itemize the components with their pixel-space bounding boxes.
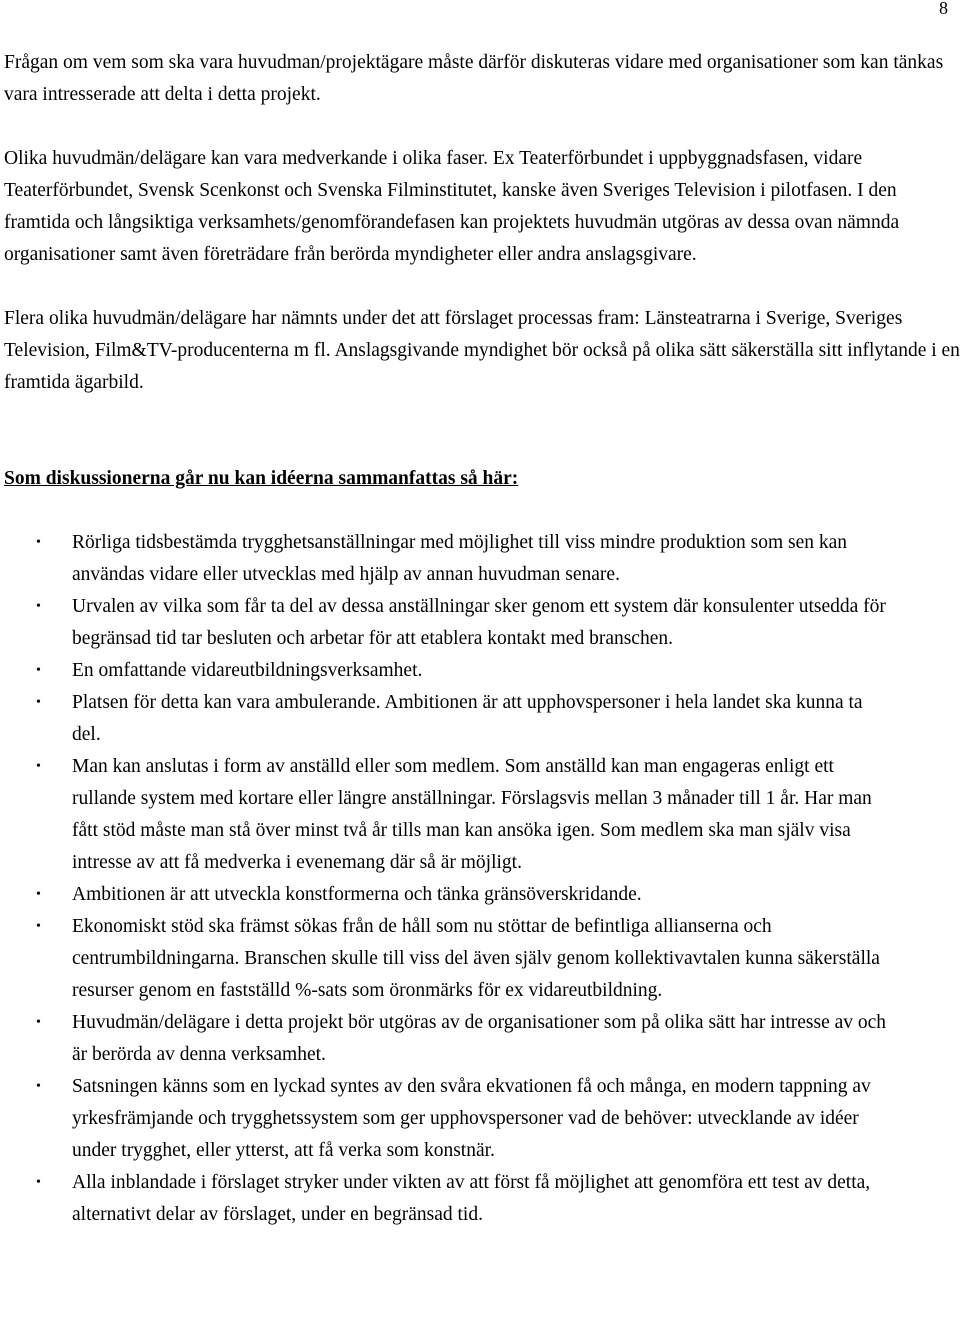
list-item xyxy=(4,1071,892,1167)
paragraph-phases: Olika huvudmän/delägare kan vara medverkande i olika faser. Ex Teaterförbundet i uppbyggnadsfasen, vidare Teaterförbundet, Svensk Scenkonst och Svenska Filminstitutet, kanske även Sveriges Television i pilotfasen. I den framtida och långsiktiga verksamhets/genomförandefasen kan projektets huvudmän utgöras av dessa ovan nämnda organisationer samt även företrädare från berörda myndigheter eller andra anslagsgivare. xyxy=(4,148,900,265)
list-item-text: Man kan anslutas i form av anställd eller som medlem. Som anställd kan man engageras enligt ett rullande system med kortare eller längre anställningar. Förslagsvis mellan 3 månader till 1 år. Har man fått stöd måste man stå över minst två år tills man kan ansöka igen. Som medlem ska man själv visa intresse av att få medverka i evenemang där så är möjligt. xyxy=(72,756,872,873)
list-item-text: Satsningen känns som en lyckad syntes av den svåra ekvationen få och många, en modern tappning av yrkesfrämjande och trygghetssystem som ger upphovspersoner vad de behöver: utvecklande av idéer under trygghet, eller ytterst, att få verka som konstnär. xyxy=(72,1076,871,1161)
bullet-icon: • xyxy=(36,535,41,550)
bullet-icon: • xyxy=(36,1079,41,1094)
bullet-icon: • xyxy=(36,1015,41,1030)
list-item xyxy=(4,527,892,591)
list-item xyxy=(4,879,892,911)
list-item-text: Urvalen av vilka som får ta del av dessa anställningar sker genom ett system där konsulenter utsedda för begränsad tid tar besluten och arbetar för att etablera kontakt med branschen. xyxy=(72,596,886,649)
list-item-text: Ekonomiskt stöd ska främst sökas från de håll som nu stöttar de befintliga allianserna och centrumbildningarna. Branschen skulle till viss del även själv genom kollektivavtalen kunna säkerställa resurser genom en fastställd %-sats som öronmärks för ex vidareutbildning. xyxy=(72,916,880,1001)
list-item xyxy=(4,687,892,751)
list-item-text: Huvudmän/delägare i detta projekt bör utgöras av de organisationer som på olika sätt har intresse av och är berörda av denna verksamhet. xyxy=(72,1012,887,1065)
list-item-text: Rörliga tidsbestämda trygghetsanställningar med möjlighet till viss mindre produktion som sen kan användas vidare eller utvecklas med hjälp av annan huvudman senare. xyxy=(72,532,848,585)
bullet-icon: • xyxy=(36,1175,41,1190)
list-item xyxy=(4,1007,892,1071)
bullet-icon: • xyxy=(36,759,41,774)
bullet-icon: • xyxy=(36,695,41,710)
summary-bullet-list xyxy=(4,527,960,1231)
page-number: 8 xyxy=(939,0,948,18)
list-item-text: En omfattande vidareutbildningsverksamhet. xyxy=(72,660,423,681)
list-item xyxy=(4,655,892,687)
paragraph-huvudman-question: Frågan om vem som ska vara huvudman/projektägare måste därför diskuteras vidare med organisationer som kan tänkas vara intresserade att delta i detta projekt. xyxy=(4,52,944,105)
list-item xyxy=(4,911,892,1007)
bullet-icon: • xyxy=(36,663,41,678)
section-heading: Som diskussionerna går nu kan idéerna sammanfattas så här: xyxy=(4,468,519,489)
bullet-icon: • xyxy=(36,599,41,614)
document-body xyxy=(4,47,960,1231)
list-item-text: Platsen för detta kan vara ambulerande. Ambitionen är att upphovspersoner i hela landet ska kunna ta del. xyxy=(72,692,863,745)
bullet-icon: • xyxy=(36,887,41,902)
section-spacer xyxy=(4,431,960,463)
bullet-icon: • xyxy=(36,919,41,934)
paragraph-named-owners: Flera olika huvudmän/delägare har nämnts under det att förslaget processas fram: Länsteatrarna i Sverige, Sveriges Television, Film&TV-producenterna m fl. Anslagsgivande myndighet bör också på olika sätt säkerställa sitt inflytande i en framtida ägarbild. xyxy=(4,308,960,393)
list-item xyxy=(4,591,892,655)
list-item xyxy=(4,1167,892,1231)
list-item xyxy=(4,751,892,879)
list-item-text: Alla inblandade i förslaget stryker under vikten av att först få möjlighet att genomföra ett test av detta, alternativt delar av förslaget, under en begränsad tid. xyxy=(72,1172,871,1225)
list-item-text: Ambitionen är att utveckla konstformerna och tänka gränsöverskridande. xyxy=(72,884,642,905)
